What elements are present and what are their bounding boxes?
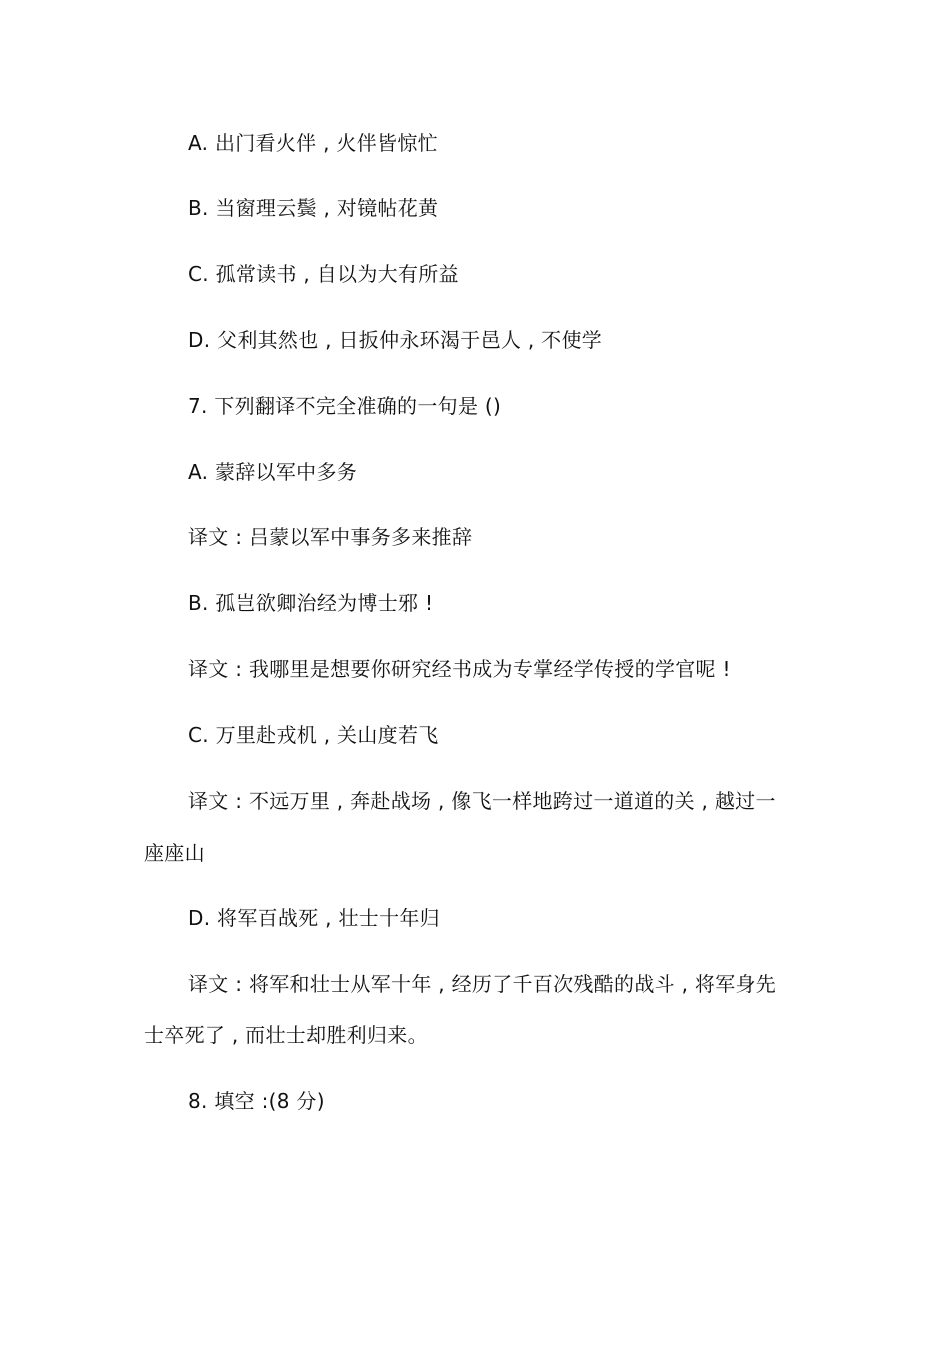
option-d-line: D. 父利其然也 , 日扳仲永环渴于邑人 , 不使学 bbox=[188, 328, 603, 352]
question-7: 7. 下列翻译不完全准确的一句是 () bbox=[188, 394, 502, 418]
q7-option-c-translation: 译文 : 不远万里 , 奔赴战场 , 像飞一样地跨过一道道的关 , 越过一 bbox=[188, 789, 776, 813]
question-8: 8. 填空 :(8 分) bbox=[188, 1089, 325, 1113]
q7-option-c-translation-cont: 座座山 bbox=[144, 841, 205, 865]
q7-option-a: A. 蒙辞以军中多务 bbox=[188, 460, 358, 484]
q7-option-b: B. 孤岂欲卿治经为博士邪 ! bbox=[188, 591, 434, 615]
q7-option-d-translation-cont: 士卒死了 , 而壮士却胜利归来。 bbox=[144, 1023, 428, 1047]
q7-option-d-translation: 译文 : 将军和壮士从军十年 , 经历了千百次残酷的战斗 , 将军身先 bbox=[188, 972, 777, 996]
option-c-line: C. 孤常读书 , 自以为大有所益 bbox=[188, 262, 459, 286]
q7-option-d: D. 将军百战死 , 壮士十年归 bbox=[188, 906, 440, 930]
option-a-line: A. 出门看火伴 , 火伴皆惊忙 bbox=[188, 131, 438, 155]
q7-option-b-translation: 译文 : 我哪里是想要你研究经书成为专掌经学传授的学官呢 ! bbox=[188, 657, 731, 681]
option-b-line: B. 当窗理云鬓 , 对镜帖花黄 bbox=[188, 196, 439, 220]
q7-option-a-translation: 译文 : 吕蒙以军中事务多来推辞 bbox=[188, 525, 473, 549]
q7-option-c: C. 万里赴戎机 , 关山度若飞 bbox=[188, 723, 439, 747]
